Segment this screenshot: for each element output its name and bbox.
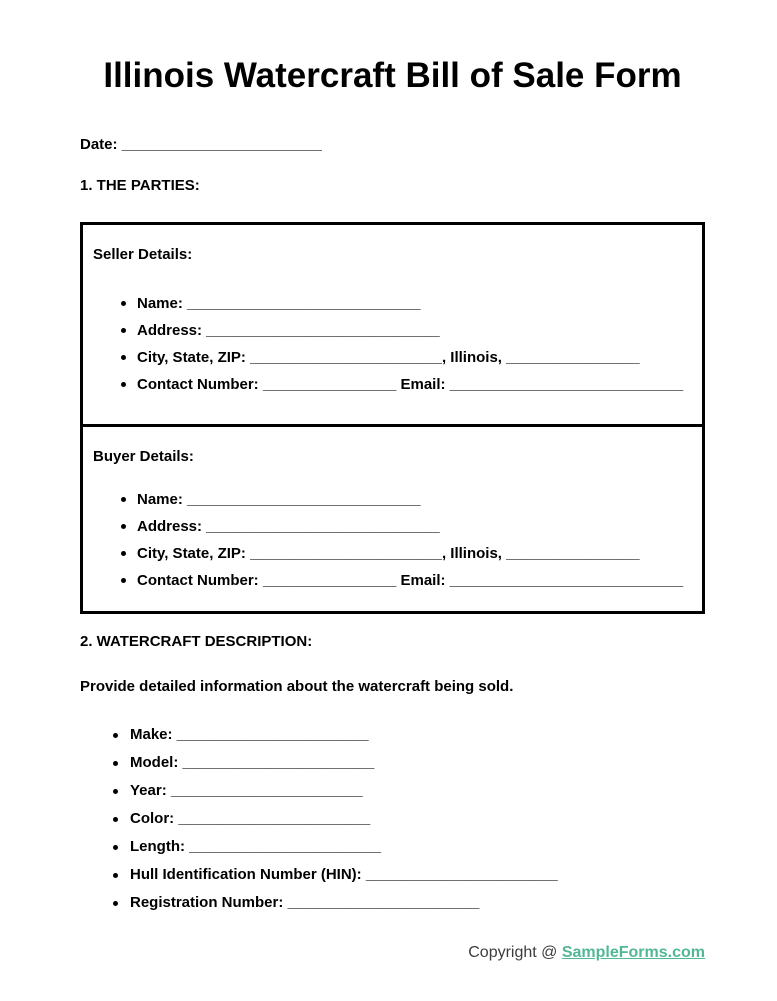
buyer-name-line: Name: ____________________________ xyxy=(137,486,692,513)
buyer-details-heading: Buyer Details: xyxy=(93,448,194,465)
seller-details-section xyxy=(83,225,702,424)
seller-city-state-zip-line: City, State, ZIP: _______________________, Illinois, ________________ xyxy=(137,344,692,371)
page-title: Illinois Watercraft Bill of Sale Form xyxy=(103,56,682,95)
copyright-footer xyxy=(80,945,705,961)
buyer-city-state-zip-line: City, State, ZIP: _______________________, Illinois, ________________ xyxy=(137,540,692,567)
watercraft-details-list xyxy=(80,721,705,917)
registration-number-line: Registration Number: _______________________ xyxy=(130,889,705,917)
year-line: Year: _______________________ xyxy=(130,777,705,805)
watercraft-description-text: Provide detailed information about the watercraft being sold. xyxy=(80,678,514,695)
section-1-heading: 1. THE PARTIES: xyxy=(80,177,200,194)
color-line: Color: _______________________ xyxy=(130,805,705,833)
seller-contact-email-line: Contact Number: ________________ Email: ____________________________ xyxy=(137,371,692,398)
sampleforms-link[interactable]: SampleForms.com xyxy=(561,944,705,961)
buyer-details-section xyxy=(83,424,702,611)
copyright-prefix: Copyright @ xyxy=(468,944,562,961)
buyer-address-line: Address: ____________________________ xyxy=(137,513,692,540)
date-fill-line: Date: ________________________ xyxy=(80,136,322,153)
hin-line: Hull Identification Number (HIN): _______________________ xyxy=(130,861,705,889)
length-line: Length: _______________________ xyxy=(130,833,705,861)
seller-address-line: Address: ____________________________ xyxy=(137,317,692,344)
seller-details-heading: Seller Details: xyxy=(93,246,193,263)
parties-box xyxy=(80,222,705,614)
make-line: Make: _______________________ xyxy=(130,721,705,749)
seller-name-line: Name: ____________________________ xyxy=(137,290,692,317)
buyer-contact-email-line: Contact Number: ________________ Email: ____________________________ xyxy=(137,567,692,594)
seller-details-list xyxy=(93,290,692,398)
buyer-details-list xyxy=(93,486,692,594)
model-line: Model: _______________________ xyxy=(130,749,705,777)
section-2-heading: 2. WATERCRAFT DESCRIPTION: xyxy=(80,633,313,650)
